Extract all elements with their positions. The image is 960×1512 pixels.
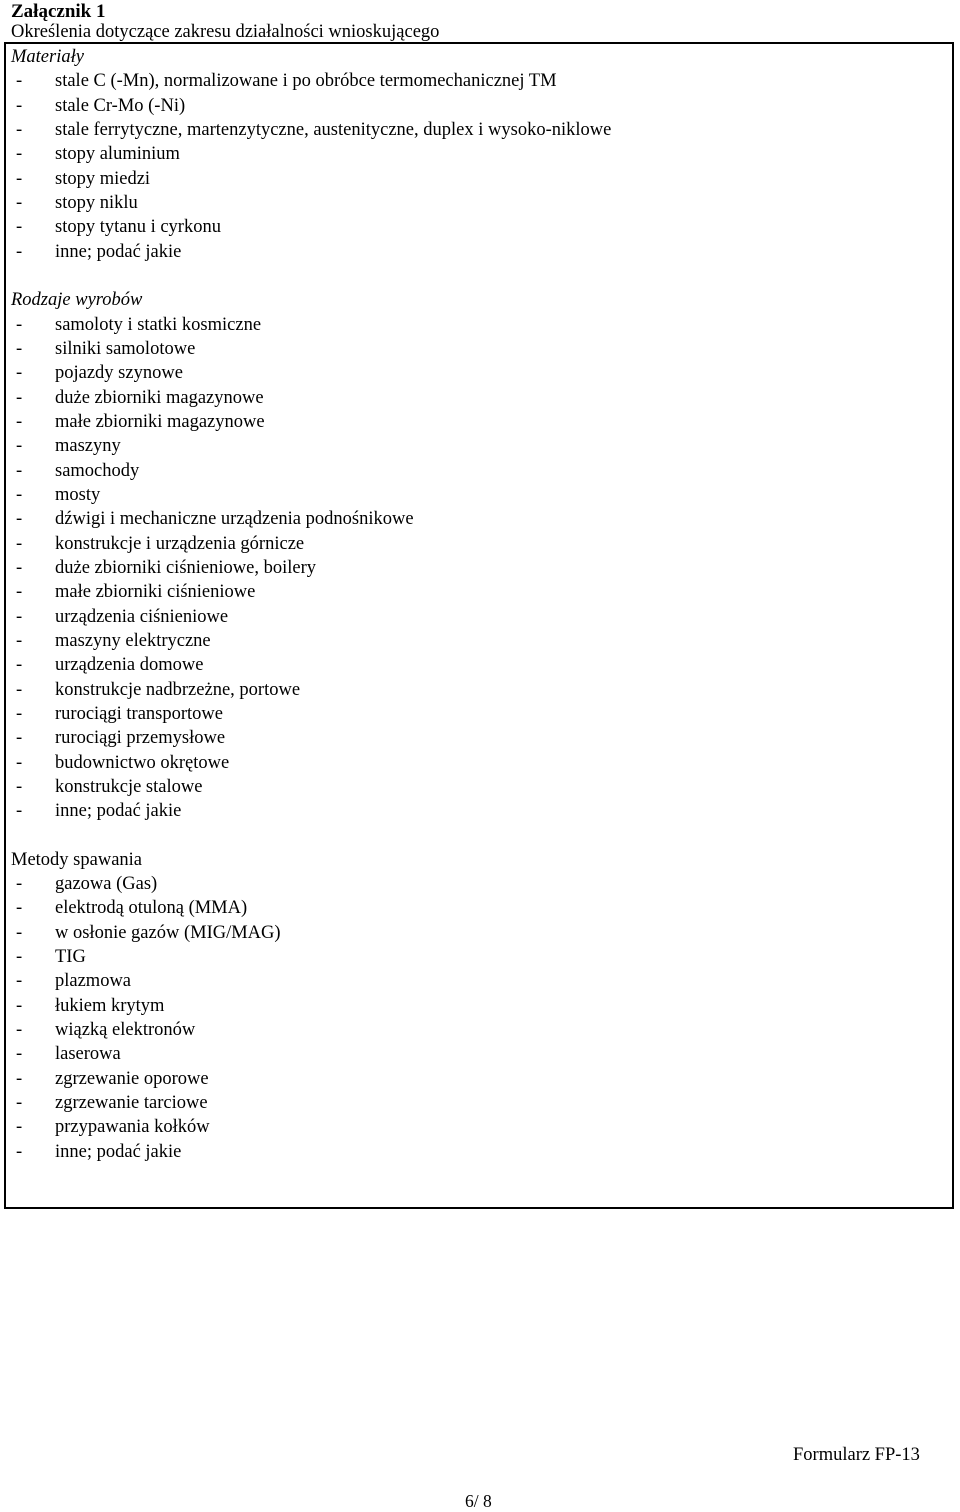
list-item-label: budownictwo okrętowe xyxy=(55,752,230,773)
list-item-label: przypawania kołków xyxy=(55,1117,210,1138)
list-item-label: elektrodą otuloną (MMA) xyxy=(55,898,248,919)
list-item xyxy=(11,969,941,993)
list-item xyxy=(11,678,941,702)
list-item xyxy=(11,1115,941,1139)
bullet-dash: - xyxy=(16,606,23,627)
list-item-label: mosty xyxy=(55,484,101,505)
list-item xyxy=(11,629,941,653)
list-item-label: konstrukcje nadbrzeżne, portowe xyxy=(55,679,301,700)
list-item-label: wiązką elektronów xyxy=(55,1020,196,1041)
list-item-label: urządzenia ciśnieniowe xyxy=(55,606,229,627)
list-item xyxy=(11,653,941,677)
bullet-dash: - xyxy=(16,168,23,189)
list-item xyxy=(11,896,941,920)
bullet-dash: - xyxy=(16,679,23,700)
list-item xyxy=(11,532,941,556)
list-item xyxy=(11,507,941,531)
list-item xyxy=(11,361,941,385)
list-item xyxy=(11,556,941,580)
section-welding-methods xyxy=(11,848,941,1164)
list-item-label: silniki samolotowe xyxy=(55,338,196,359)
list-item-label: maszyny elektryczne xyxy=(55,630,211,651)
list-item-label: pojazdy szynowe xyxy=(55,363,183,384)
list-item xyxy=(11,483,941,507)
list-item xyxy=(11,921,941,945)
bullet-dash: - xyxy=(16,1044,23,1065)
list-item-label: stopy tytanu i cyrkonu xyxy=(55,217,221,238)
list-item-label: inne; podać jakie xyxy=(55,801,182,822)
bullet-dash: - xyxy=(16,1068,23,1089)
bullet-dash: - xyxy=(16,144,23,165)
content-area xyxy=(11,45,941,1164)
list-item-label: konstrukcje i urządzenia górnicze xyxy=(55,533,305,554)
bullet-dash: - xyxy=(16,995,23,1016)
list-item xyxy=(11,726,941,750)
bullet-dash: - xyxy=(16,484,23,505)
list-item-label: łukiem krytym xyxy=(55,995,165,1016)
bullet-dash: - xyxy=(16,387,23,408)
list-item xyxy=(11,313,941,337)
list-item-label: inne; podać jakie xyxy=(55,1141,182,1162)
bullet-dash: - xyxy=(16,1020,23,1041)
document-title: Załącznik 1 xyxy=(11,1,106,22)
list-item-label: stale ferrytyczne, martenzytyczne, austenityczne, duplex i wysoko-niklowe xyxy=(55,119,612,140)
bullet-dash: - xyxy=(16,655,23,676)
list-item-label: zgrzewanie oporowe xyxy=(55,1068,209,1089)
list-item-label: urządzenia domowe xyxy=(55,655,204,676)
bullet-dash: - xyxy=(16,922,23,943)
bullet-dash: - xyxy=(16,1093,23,1114)
list-item-label: w osłonie gazów (MIG/MAG) xyxy=(55,922,281,943)
list-item xyxy=(11,459,941,483)
bullet-dash: - xyxy=(16,192,23,213)
bullet-dash: - xyxy=(16,557,23,578)
bullet-dash: - xyxy=(16,71,23,92)
document-subtitle: Określenia dotyczące zakresu działalności wnioskującego xyxy=(11,22,440,42)
list-item xyxy=(11,872,941,896)
list-item-label: TIG xyxy=(55,947,86,968)
list-item-label: małe zbiorniki magazynowe xyxy=(55,411,265,432)
bullet-dash: - xyxy=(16,874,23,895)
section-materials xyxy=(11,45,941,264)
list-item-label: gazowa (Gas) xyxy=(55,874,158,895)
list-item xyxy=(11,410,941,434)
bullet-dash: - xyxy=(16,703,23,724)
bullet-dash: - xyxy=(16,95,23,116)
list-item-label: małe zbiorniki ciśnieniowe xyxy=(55,582,256,603)
list-item xyxy=(11,1018,941,1042)
list-item-label: samoloty i statki kosmiczne xyxy=(55,314,262,335)
list-item-label: zgrzewanie tarciowe xyxy=(55,1093,208,1114)
section-heading-welding-methods: Metody spawania xyxy=(11,849,143,870)
list-item xyxy=(11,240,941,264)
bullet-dash: - xyxy=(16,509,23,530)
list-item xyxy=(11,580,941,604)
list-item-label: konstrukcje stalowe xyxy=(55,776,203,797)
bullet-dash: - xyxy=(16,533,23,554)
bullet-dash: - xyxy=(16,411,23,432)
bullet-dash: - xyxy=(16,1117,23,1138)
list-item xyxy=(11,167,941,191)
bullet-dash: - xyxy=(16,338,23,359)
bullet-dash: - xyxy=(16,971,23,992)
section-heading-product-types: Rodzaje wyrobów xyxy=(11,290,143,311)
form-code: Formularz FP-13 xyxy=(793,1445,920,1465)
welding-methods-list xyxy=(11,872,941,1164)
page-number: 6/ 8 xyxy=(465,1491,492,1511)
bullet-dash: - xyxy=(16,947,23,968)
list-item xyxy=(11,702,941,726)
list-item-label: rurociągi transportowe xyxy=(55,703,223,724)
bullet-dash: - xyxy=(16,801,23,822)
list-item xyxy=(11,1067,941,1091)
bullet-dash: - xyxy=(16,241,23,262)
bullet-dash: - xyxy=(16,582,23,603)
list-item-label: duże zbiorniki magazynowe xyxy=(55,387,264,408)
materials-list xyxy=(11,69,941,264)
bullet-dash: - xyxy=(16,728,23,749)
list-item xyxy=(11,386,941,410)
bullet-dash: - xyxy=(16,436,23,457)
list-item-label: stopy aluminium xyxy=(55,144,180,165)
list-item-label: dźwigi i mechaniczne urządzenia podnośnikowe xyxy=(55,509,414,530)
list-item-label: stale C (-Mn), normalizowane i po obróbce termomechanicznej TM xyxy=(55,71,557,92)
section-product-types xyxy=(11,288,941,823)
list-item xyxy=(11,799,941,823)
list-item xyxy=(11,1140,941,1164)
bullet-dash: - xyxy=(16,119,23,140)
list-item xyxy=(11,118,941,142)
list-item xyxy=(11,775,941,799)
section-heading-materials: Materiały xyxy=(11,47,84,67)
list-item xyxy=(11,191,941,215)
bullet-dash: - xyxy=(16,898,23,919)
list-item-label: laserowa xyxy=(55,1044,121,1065)
list-item xyxy=(11,94,941,118)
bullet-dash: - xyxy=(16,1141,23,1162)
list-item-label: stale Cr-Mo (-Ni) xyxy=(55,95,186,116)
list-item xyxy=(11,215,941,239)
bullet-dash: - xyxy=(16,776,23,797)
list-item xyxy=(11,994,941,1018)
bullet-dash: - xyxy=(16,630,23,651)
list-item-label: stopy niklu xyxy=(55,192,138,213)
spacer xyxy=(11,264,941,288)
list-item xyxy=(11,945,941,969)
list-item-label: stopy miedzi xyxy=(55,168,151,189)
list-item-label: maszyny xyxy=(55,436,121,457)
list-item-label: rurociągi przemysłowe xyxy=(55,728,226,749)
bullet-dash: - xyxy=(16,363,23,384)
list-item xyxy=(11,142,941,166)
bullet-dash: - xyxy=(16,217,23,238)
bullet-dash: - xyxy=(16,460,23,481)
bullet-dash: - xyxy=(16,314,23,335)
product-types-list xyxy=(11,313,941,824)
list-item xyxy=(11,1042,941,1066)
list-item-label: samochody xyxy=(55,460,140,481)
list-item xyxy=(11,751,941,775)
list-item xyxy=(11,1091,941,1115)
list-item xyxy=(11,605,941,629)
list-item xyxy=(11,434,941,458)
bullet-dash: - xyxy=(16,752,23,773)
list-item-label: inne; podać jakie xyxy=(55,241,182,262)
list-item-label: duże zbiorniki ciśnieniowe, boilery xyxy=(55,557,316,578)
list-item-label: plazmowa xyxy=(55,971,132,992)
list-item xyxy=(11,337,941,361)
spacer xyxy=(11,824,941,848)
list-item xyxy=(11,69,941,93)
